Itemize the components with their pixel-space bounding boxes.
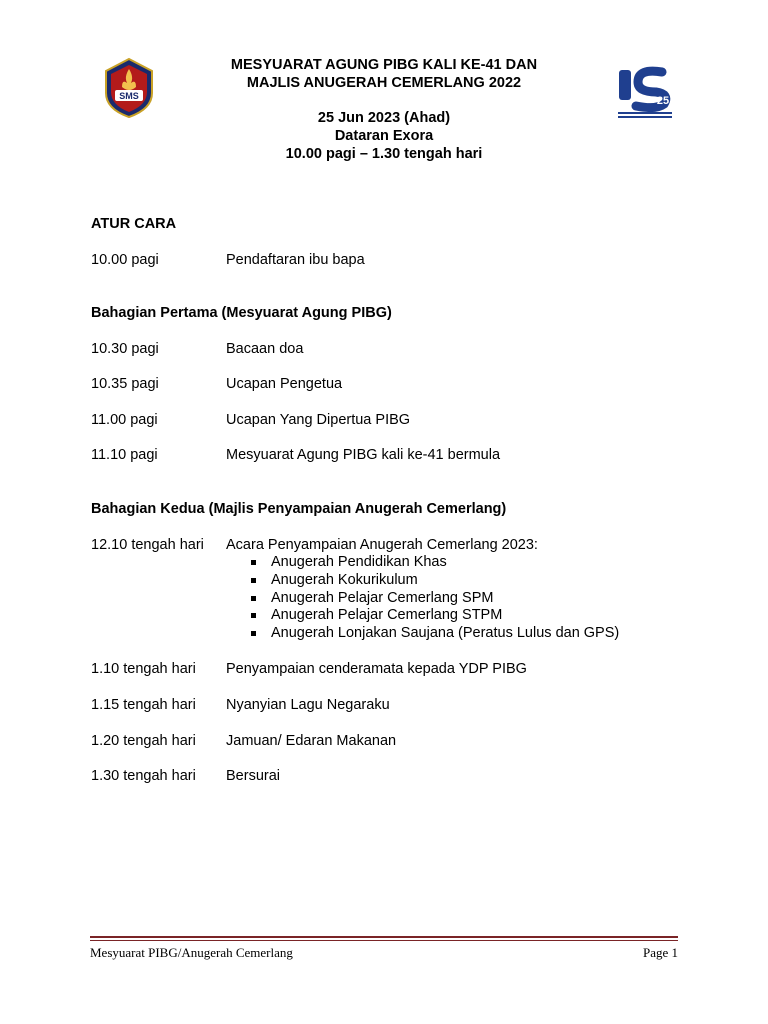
header-title-line2: MAJLIS ANUGERAH CEMERLANG 2022 bbox=[246, 75, 522, 91]
schedule-time: 11.00 pagi bbox=[91, 412, 158, 428]
page-number: Page 1 bbox=[642, 945, 678, 960]
list-item bbox=[250, 590, 619, 608]
header-venue: Dataran Exora bbox=[334, 128, 434, 144]
schedule-desc: Pendaftaran ibu bapa bbox=[226, 252, 365, 268]
footer-rule bbox=[90, 936, 678, 938]
anniversary-number: 25 bbox=[656, 95, 670, 107]
list-item bbox=[250, 572, 619, 590]
header-title-line1: MESYUARAT AGUNG PIBG KALI KE-41 DAN bbox=[230, 57, 538, 73]
schedule-row bbox=[91, 537, 691, 555]
footer-rule-thin bbox=[90, 940, 678, 941]
schedule-desc: Bacaan doa bbox=[226, 341, 304, 357]
footer-title: Mesyuarat PIBG/Anugerah Cemerlang bbox=[90, 945, 293, 960]
award-label: Anugerah Pendidikan Khas bbox=[271, 554, 447, 570]
list-item bbox=[250, 607, 619, 625]
list-item bbox=[250, 554, 619, 572]
schedule-time: 10.35 pagi bbox=[91, 376, 159, 392]
schedule-time: 11.10 pagi bbox=[91, 447, 158, 463]
schedule-row bbox=[91, 252, 691, 270]
bullet-icon bbox=[251, 560, 256, 565]
bullet-icon bbox=[251, 578, 256, 583]
part1-heading: Bahagian Pertama (Mesyuarat Agung PIBG) bbox=[91, 305, 392, 321]
schedule-time: 12.10 tengah hari bbox=[91, 537, 204, 553]
schedule-row bbox=[91, 447, 691, 465]
award-list bbox=[250, 554, 619, 643]
document-header bbox=[140, 56, 628, 163]
crest-text: SMS bbox=[119, 91, 139, 101]
schedule-row bbox=[91, 733, 691, 751]
header-time: 10.00 pagi – 1.30 tengah hari bbox=[285, 146, 483, 162]
schedule-row bbox=[91, 768, 691, 786]
schedule-row bbox=[91, 661, 691, 679]
schedule-desc: Ucapan Yang Dipertua PIBG bbox=[226, 412, 411, 428]
schedule-row bbox=[91, 341, 691, 359]
schedule-desc: Ucapan Pengetua bbox=[226, 376, 343, 392]
bullet-icon bbox=[251, 631, 256, 636]
part2-heading: Bahagian Kedua (Majlis Penyampaian Anugerah Cemerlang) bbox=[91, 501, 507, 517]
schedule-time: 10.30 pagi bbox=[91, 341, 159, 357]
atur-cara-heading: ATUR CARA bbox=[91, 216, 177, 232]
schedule-desc: Penyampaian cenderamata kepada YDP PIBG bbox=[226, 661, 527, 677]
schedule-time: 10.00 pagi bbox=[91, 252, 159, 268]
schedule-time: 1.20 tengah hari bbox=[91, 733, 196, 749]
schedule-time: 1.30 tengah hari bbox=[91, 768, 196, 784]
schedule-desc: Bersurai bbox=[226, 768, 280, 784]
award-label: Anugerah Lonjakan Saujana (Peratus Lulus dan GPS) bbox=[271, 625, 620, 642]
header-date: 25 Jun 2023 (Ahad) bbox=[317, 110, 451, 126]
schedule-desc: Acara Penyampaian Anugerah Cemerlang 2023: bbox=[226, 537, 538, 553]
list-item bbox=[250, 625, 619, 643]
schedule-time: 1.15 tengah hari bbox=[91, 697, 196, 713]
schedule-row bbox=[91, 412, 691, 430]
schedule-row bbox=[91, 376, 691, 394]
schedule-desc: Jamuan/ Edaran Makanan bbox=[226, 733, 397, 749]
award-label: Anugerah Kokurikulum bbox=[271, 571, 418, 588]
schedule-row bbox=[91, 697, 691, 715]
schedule-desc: Nyanyian Lagu Negaraku bbox=[226, 697, 390, 713]
bullet-icon bbox=[251, 596, 256, 601]
bullet-icon bbox=[251, 613, 256, 618]
schedule-desc: Mesyuarat Agung PIBG kali ke-41 bermula bbox=[226, 447, 501, 463]
award-label: Anugerah Pelajar Cemerlang STPM bbox=[271, 607, 503, 624]
schedule-time: 1.10 tengah hari bbox=[91, 661, 196, 677]
award-label: Anugerah Pelajar Cemerlang SPM bbox=[271, 589, 494, 606]
